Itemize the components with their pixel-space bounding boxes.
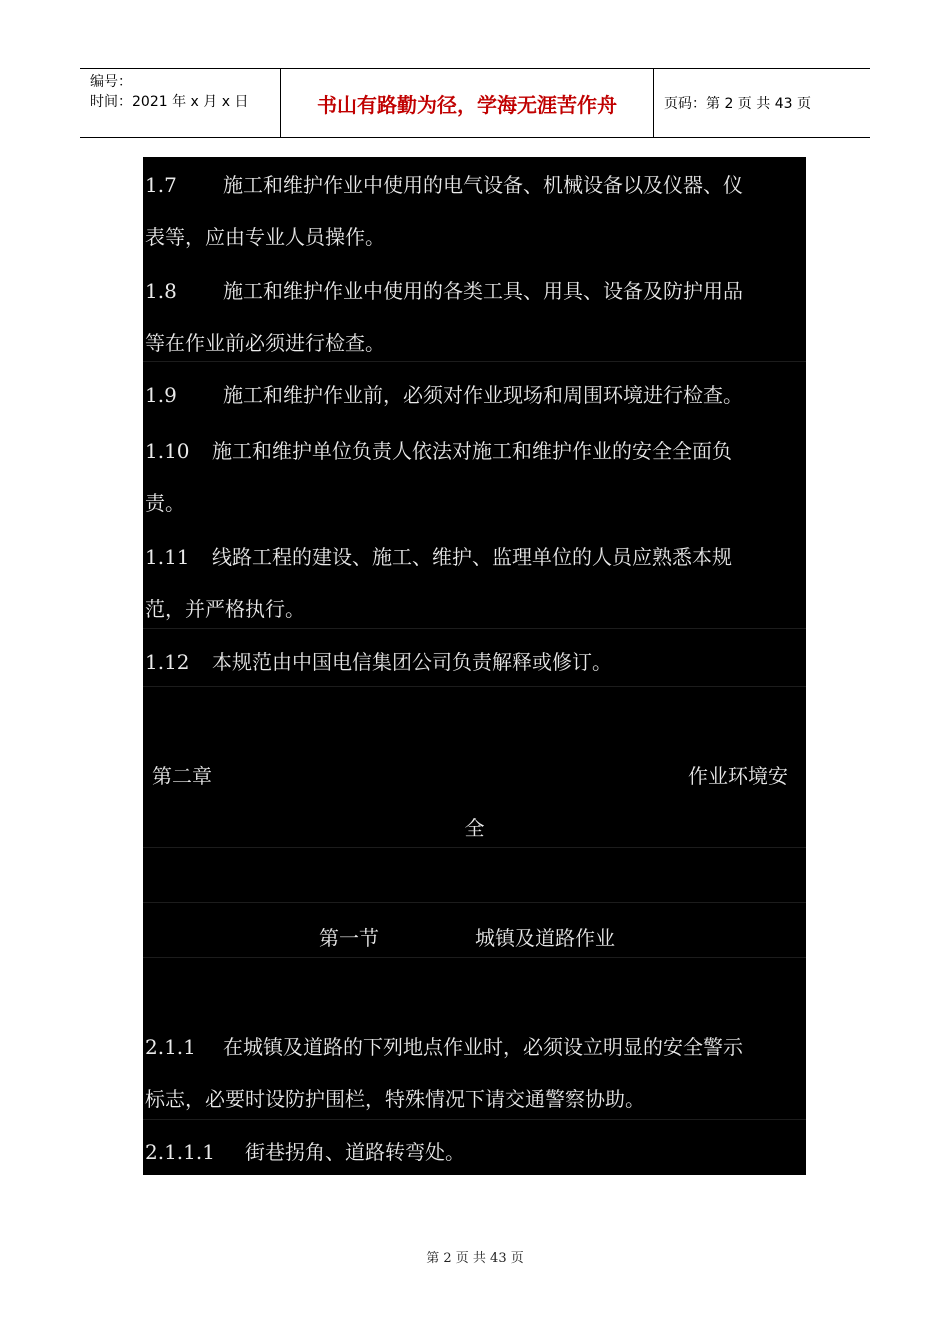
page-header — [80, 68, 870, 138]
document-number-label: 编号： — [90, 74, 132, 90]
paragraph-text: 本规范由中国电信集团公司负责解释或修订。 — [212, 650, 612, 674]
paragraph-text-continued: 表等，应由专业人员操作。 — [145, 225, 385, 249]
divider — [143, 628, 806, 629]
divider — [143, 847, 806, 848]
divider — [143, 1119, 806, 1120]
document-date: 时间：2021 年 x 月 x 日 — [90, 94, 249, 110]
section-label: 第一节 — [319, 926, 379, 950]
clause-2-1-1 — [143, 1021, 806, 1125]
paragraph-1-9 — [143, 369, 806, 421]
paragraph-text: 施工和维护作业中使用的各类工具、用具、设备及防护用品 — [223, 279, 743, 303]
paragraph-number: 1.9 — [145, 383, 177, 407]
section-title: 城镇及道路作业 — [475, 926, 615, 950]
clause-text: 在城镇及道路的下列地点作业时，必须设立明显的安全警示 — [223, 1035, 743, 1059]
divider — [143, 902, 806, 903]
clause-number: 2.1.1.1 — [145, 1140, 215, 1164]
divider — [143, 686, 806, 687]
paragraph-text: 施工和维护单位负责人依法对施工和维护作业的安全全面负 — [212, 439, 732, 463]
chapter-title: 作业环境安 — [688, 764, 788, 788]
paragraph-number: 1.7 — [145, 173, 177, 197]
page-footer: 第 2 页 共 43 页 — [426, 1251, 524, 1266]
paragraph-number: 1.8 — [145, 279, 177, 303]
document-body — [143, 157, 806, 1175]
clause-number: 2.1.1 — [145, 1035, 196, 1059]
chapter-title-continued: 全 — [464, 816, 485, 840]
paragraph-1-10 — [143, 425, 806, 529]
divider — [143, 957, 806, 958]
paragraph-text: 线路工程的建设、施工、维护、监理单位的人员应熟悉本规 — [212, 545, 732, 569]
paragraph-1-7 — [143, 159, 806, 263]
chapter-label: 第二章 — [152, 764, 212, 788]
paragraph-1-11 — [143, 531, 806, 635]
clause-2-1-1-1 — [143, 1126, 806, 1178]
paragraph-text: 施工和维护作业前，必须对作业现场和周围环境进行检查。 — [223, 383, 743, 407]
paragraph-number: 1.11 — [145, 545, 190, 569]
paragraph-number: 1.10 — [145, 439, 190, 463]
paragraph-text-continued: 等在作业前必须进行检查。 — [145, 331, 385, 355]
paragraph-1-12 — [143, 636, 806, 688]
clause-text-continued: 标志，必要时设防护围栏，特殊情况下请交通警察协助。 — [145, 1087, 645, 1111]
paragraph-number: 1.12 — [145, 650, 190, 674]
clause-text: 街巷拐角、道路转弯处。 — [245, 1140, 465, 1164]
paragraph-text: 施工和维护作业中使用的电气设备、机械设备以及仪器、仪 — [223, 173, 743, 197]
paragraph-1-8 — [143, 265, 806, 369]
header-page-info: 页码：第 2 页 共 43 页 — [664, 96, 811, 112]
paragraph-text-continued: 责。 — [145, 491, 185, 515]
header-meta — [80, 69, 281, 137]
paragraph-text-continued: 范，并严格执行。 — [145, 597, 305, 621]
header-motto: 书山有路勤为径，学海无涯苦作舟 — [281, 69, 654, 137]
